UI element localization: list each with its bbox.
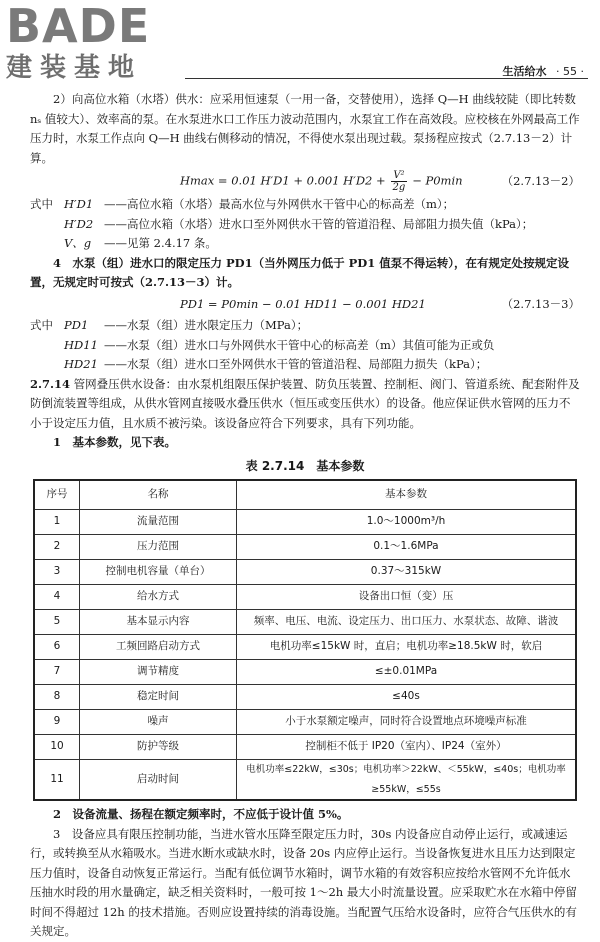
definition-row: 式中 H′D1 ——高位水箱（水塔）最高水位与外网供水干管中心的标高差（m）；	[30, 197, 455, 211]
equation-tag: （2.7.13－3）	[501, 296, 580, 311]
equation-fraction	[391, 170, 406, 193]
table-row: 9 噪声 小于水泵额定噪声，同时符合设置地点环境噪声标准	[34, 710, 576, 735]
table-row: 7 调节精度 ≤±0.01MPa	[34, 660, 576, 685]
parameters-table	[33, 479, 577, 801]
fraction-denominator: 2g	[392, 182, 406, 193]
fraction-numerator: V²	[393, 170, 405, 181]
definition-row: HD11 ——水泵（组）进水口与外网供水干管中心的标高差（m）其值可能为正或负	[64, 337, 495, 352]
header-cell: 基本参数	[237, 480, 577, 510]
table-header-row	[34, 480, 576, 510]
definitions-2-7-13-2	[30, 195, 580, 254]
page-number: · 55 ·	[556, 65, 584, 78]
definitions-2-7-13-3	[30, 316, 580, 375]
table-row: 11 启动时间 电机功率≤22kW，≤30s；电机功率＞22kW、＜55kW，≤40s；电机功率≥55kW，≤55s	[34, 760, 576, 801]
equation-right: − P0min	[412, 173, 463, 188]
brand-logo	[6, 2, 186, 84]
table-row: 8 稳定时间 ≤40s	[34, 685, 576, 710]
item-3: 3 设备应具有限压控制功能，当进水管水压降至限定压力时，30s 内设备应自动停止运行，或减速运行，或转换至从水箱吸水。当进水断水或缺水时，设备 20s 内应停止运行。当设备恢复进水且压力达到限定压力值时，设备自动恢复正常运行。当配有低位调节水箱时，调节水箱的有效容积应按给水管网不允许低水压抽水时段的用水量确定，缺乏相关资料时，一般可按 1～2h 最大小时流量设置。应采取贮水在水箱中停留时间不得超过 12h 的技术措施。否则应设置持续的消毒设施。当配置气压给水设备时，应符合气压供水的有关规定。	[30, 826, 577, 938]
clause-number: 2.7.14	[30, 376, 71, 391]
header-cell: 名称	[80, 480, 237, 510]
table-row: 2 压力范围 0.1～1.6MPa	[34, 535, 576, 560]
item-1: 1 基本参数，见下表。	[53, 435, 177, 449]
paragraph-inlet-pressure: 4 水泵（组）进水口的限定压力 PD1（当外网压力低于 PD1 值泵不得运转），在有规定处按规定设置，无规定时可按式（2.7.13－3）计。	[30, 255, 570, 289]
equation-expression: PD1 = P0min − 0.01 HD11 − 0.001 HD21	[180, 296, 426, 311]
definition-row: V、g ——见第 2.4.17 条。	[64, 236, 217, 250]
chapter-title: 生活给水	[502, 65, 547, 78]
definition-row: HD21 ——水泵（组）进水口至外网供水干管的管道沿程、局部阻力损失（kPa）；	[64, 357, 488, 371]
paragraph-pump-head: 2）向高位水箱（水塔）供水：应采用恒速泵（一用一备，交替使用），选择 Q—H 曲线较陡（即比转数 nₛ 值较大）、效率高的泵。在水泵进水口工作压力波动范围内，水泵宜工作在高效段。应校核在外网最高工作压力时，水泵工作点向 Q—H 曲线右侧移动的情况，不得使水泵出现过载。泵扬程应按式（2.7.13－2）计算。	[30, 92, 580, 165]
equation-2-7-13-3	[30, 295, 580, 315]
clause-text: 管网叠压供水设备：由水泵机组限压保护装置、防负压装置、控制柜、阀门、管道系统、配套附件及防倒流装置等组成，从供水管网直接吸水叠压供水（恒压或变压供水）的设备。他应保证供水管网的压力不小于设定压力值，且水质不被污染。该设备应符合下列要求，具有下列功能。	[30, 376, 580, 430]
header-cell: 序号	[34, 480, 80, 510]
table-row: 1 流量范围 1.0～1000m³/h	[34, 510, 576, 535]
equation-left: Hmax = 0.01 H′D1 + 0.001 H′D2 +	[180, 173, 386, 188]
table-row: 4 给水方式 设备出口恒（变）压	[34, 585, 576, 610]
table-row: 5 基本显示内容 频率、电压、电流、设定压力、出口压力、水泵状态、故障、谐波	[34, 610, 576, 635]
logo-text-en: BADE	[6, 0, 151, 53]
table-row: 10 防护等级 控制柜不低于 IP20（室内）、IP24（室外）	[34, 735, 576, 760]
definition-row: 式中 PD1 ——水泵（组）进水限定压力（MPa）；	[30, 318, 309, 332]
equation-tag: （2.7.13－2）	[501, 173, 580, 188]
page-header	[503, 63, 584, 79]
definition-row: H′D2 ——高位水箱（水塔）进水口至外网供水干管的管道沿程、局部阻力损失值（kPa）；	[64, 216, 534, 231]
table-title: 表 2.7.14 基本参数	[245, 458, 365, 473]
table-row: 3 控制电机容量（单台） 0.37～315kW	[34, 560, 576, 585]
item-2: 2 设备流量、扬程在额定频率时，不应低于设计值 5%。	[53, 807, 349, 821]
header-rule	[185, 78, 588, 79]
logo-text-cn: 建装基地	[6, 53, 143, 83]
equation-2-7-13-2	[30, 170, 580, 193]
page-body	[30, 90, 580, 942]
paragraph-2-7-14	[30, 375, 580, 434]
table-row: 6 工频回路启动方式 电机功率≤15kW 时，直启；电机功率≥18.5kW 时，软启	[34, 635, 576, 660]
